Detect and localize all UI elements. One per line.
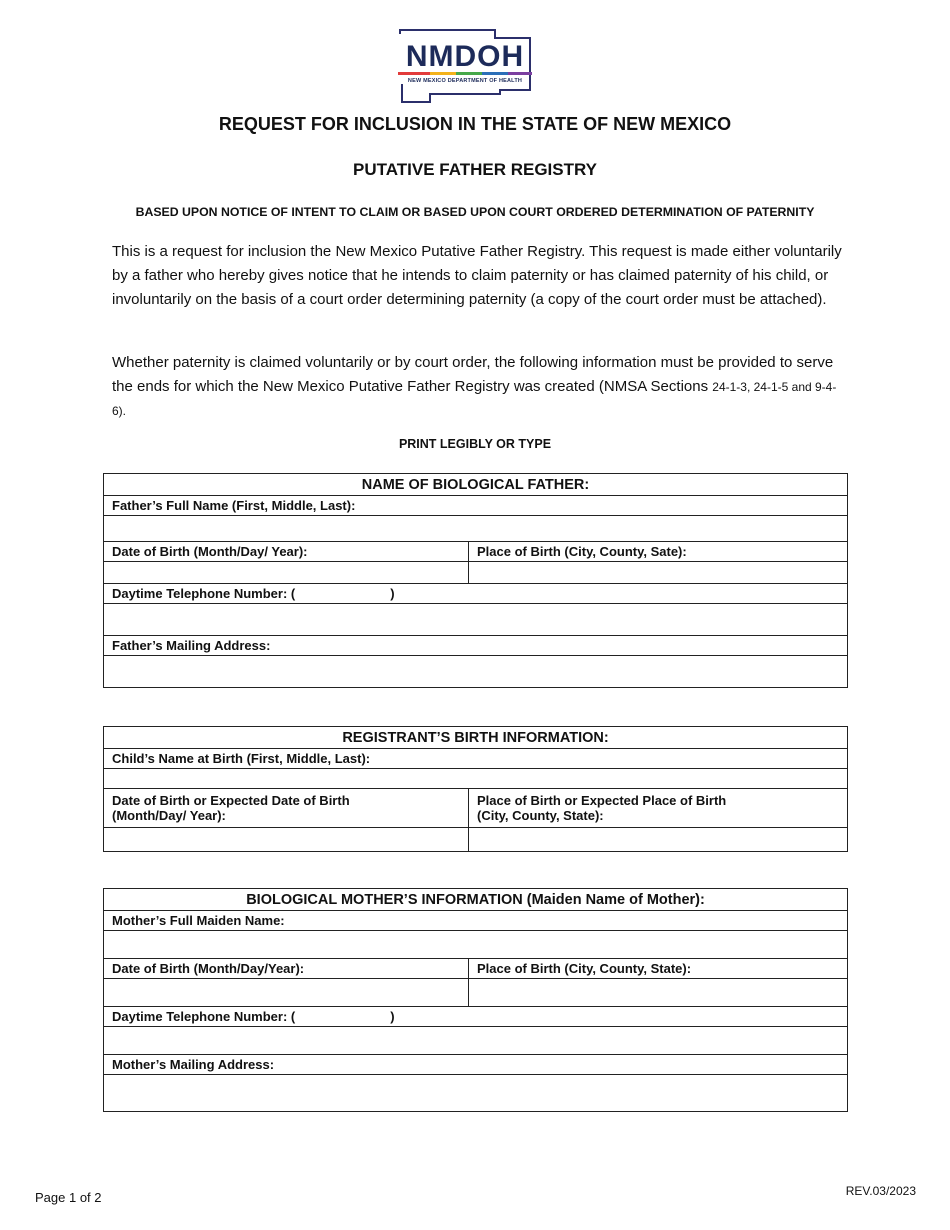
revision-label: REV.03/2023 — [845, 1184, 916, 1198]
mother-dob-label: Date of Birth (Month/Day/Year): — [104, 959, 469, 979]
father-phone-label-close: ) — [390, 586, 395, 601]
basis-heading: BASED UPON NOTICE OF INTENT TO CLAIM OR BASED UPON COURT ORDERED DETERMINATION OF PATERNITY — [135, 205, 815, 219]
father-address-label: Father’s Mailing Address: — [104, 636, 848, 656]
father-phone-label-open: Daytime Telephone Number: ( — [112, 586, 296, 601]
child-dob-label-line2: (Month/Day/ Year): — [112, 808, 226, 823]
father-phone-label — [104, 584, 848, 604]
child-dob-field[interactable] — [104, 828, 469, 852]
registrant-section — [103, 726, 848, 852]
father-name-field[interactable] — [104, 516, 848, 542]
father-phone-field[interactable] — [104, 604, 848, 636]
father-name-label: Father’s Full Name (First, Middle, Last): — [104, 496, 848, 516]
father-section-heading: NAME OF BIOLOGICAL FATHER: — [104, 474, 848, 496]
mother-phone-field[interactable] — [104, 1027, 848, 1055]
child-pob-field[interactable] — [469, 828, 848, 852]
logo-wordmark: NMDOH — [405, 40, 525, 73]
mother-pob-field[interactable] — [469, 979, 848, 1007]
page-subtitle: PUTATIVE FATHER REGISTRY — [353, 160, 597, 179]
child-dob-label-line1: Date of Birth or Expected Date of Birth — [112, 793, 350, 808]
child-name-field[interactable] — [104, 769, 848, 789]
mother-section — [103, 888, 848, 1112]
mother-phone-label — [104, 1007, 848, 1027]
registrant-section-heading: REGISTRANT’S BIRTH INFORMATION: — [104, 727, 848, 749]
child-name-label: Child’s Name at Birth (First, Middle, Last): — [104, 749, 848, 769]
father-section — [103, 473, 848, 688]
child-pob-label — [469, 789, 848, 828]
nmdoh-logo — [390, 26, 540, 106]
print-note: PRINT LEGIBLY OR TYPE — [398, 437, 552, 451]
father-address-field[interactable] — [104, 656, 848, 688]
mother-section-heading: BIOLOGICAL MOTHER’S INFORMATION (Maiden Name of Mother): — [104, 889, 848, 911]
child-pob-label-line2: (City, County, State): — [477, 808, 604, 823]
father-dob-field[interactable] — [104, 562, 469, 584]
intro-paragraph-1: This is a request for inclusion the New Mexico Putative Father Registry. This request is made either voluntarily by a father who hereby gives notice that he intends to claim paternity or has claimed paternity of his child, or involuntarily on the basis of a court order determining paternity (a copy of the court order must be attached). — [112, 243, 842, 308]
intro-paragraph-2 — [112, 351, 842, 423]
logo-subtitle: NEW MEXICO DEPARTMENT OF HEALTH — [407, 78, 523, 84]
mother-address-label: Mother’s Mailing Address: — [104, 1055, 848, 1075]
mother-phone-label-close: ) — [390, 1009, 395, 1024]
mother-name-label: Mother’s Full Maiden Name: — [104, 911, 848, 931]
page-title: REQUEST FOR INCLUSION IN THE STATE OF NEW MEXICO — [218, 114, 732, 134]
child-pob-label-line1: Place of Birth or Expected Place of Birth — [477, 793, 727, 808]
intro-paragraph-2-text: Whether paternity is claimed voluntarily or by court order, the following information must be provided to serve the ends for which the New Mexico Putative Father Registry was created (NMSA Sections — [112, 354, 834, 395]
father-pob-label: Place of Birth (City, County, Sate): — [469, 542, 848, 562]
page-number: Page 1 of 2 — [35, 1190, 102, 1205]
mother-phone-label-open: Daytime Telephone Number: ( — [112, 1009, 296, 1024]
statute-sections: 24-1-3, 24-1-5 and 9-4-6). — [112, 380, 837, 418]
father-dob-label: Date of Birth (Month/Day/ Year): — [104, 542, 469, 562]
mother-address-field[interactable] — [104, 1075, 848, 1112]
mother-dob-field[interactable] — [104, 979, 469, 1007]
mother-pob-label: Place of Birth (City, County, State): — [469, 959, 848, 979]
mother-name-field[interactable] — [104, 931, 848, 959]
child-dob-label — [104, 789, 469, 828]
father-pob-field[interactable] — [469, 562, 848, 584]
